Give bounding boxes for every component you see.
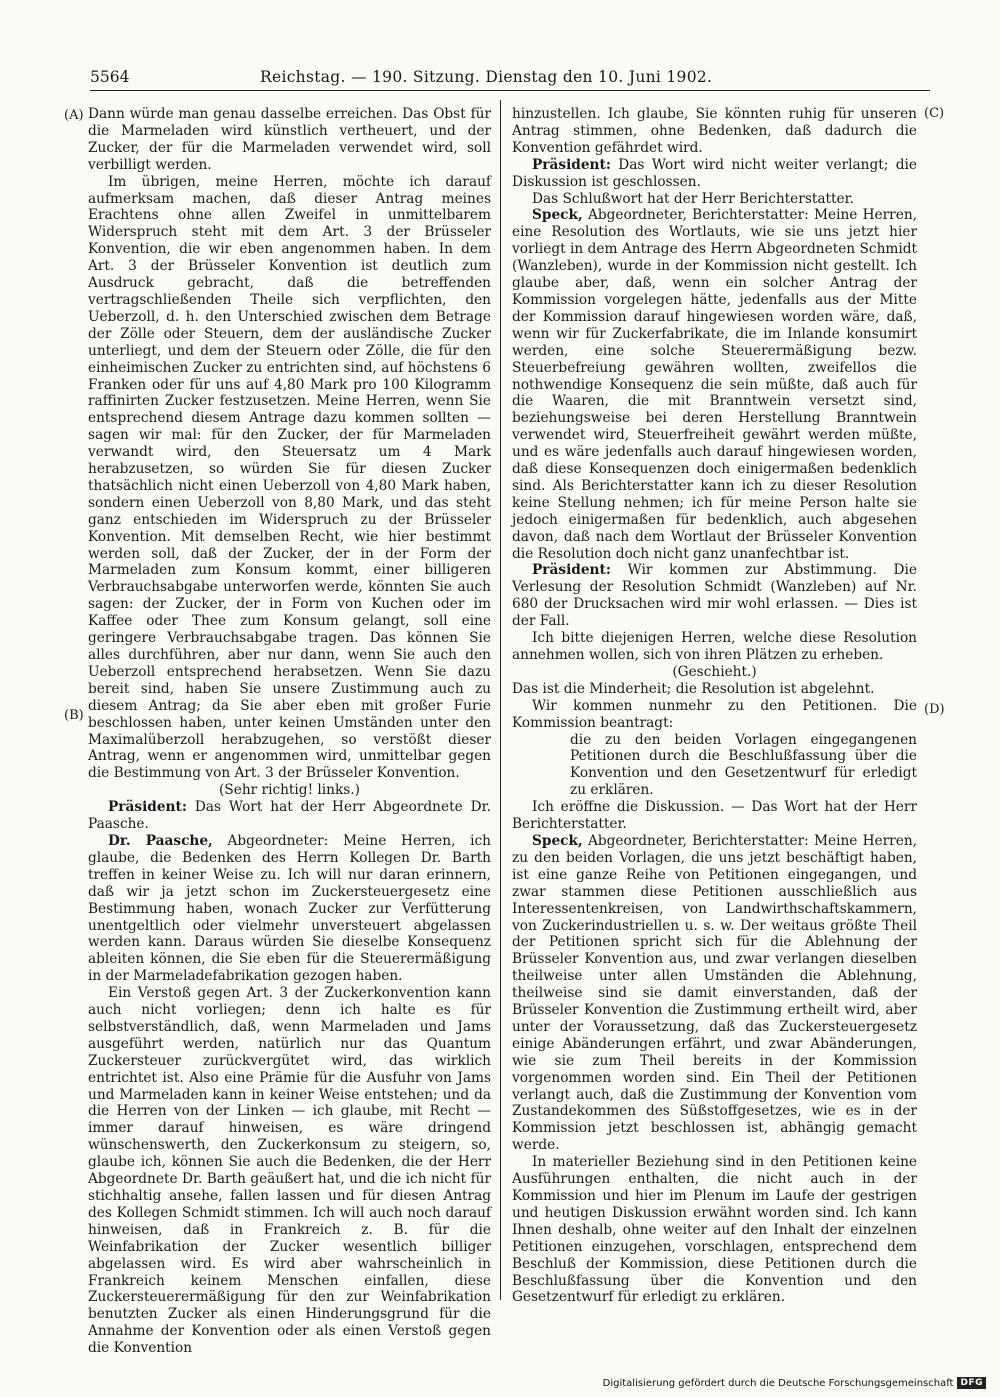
margin-marker-b: (B) <box>64 708 84 723</box>
paragraph: Ich eröffne die Diskussion. — Das Wort hat der Herr Berichterstatter. <box>512 799 917 833</box>
paragraph <box>512 207 917 562</box>
speaker-name: Dr. Paasche, <box>108 832 213 849</box>
paragraph: Wir kommen nunmehr zu den Petitionen. Die Kommission beantragt: <box>512 697 917 731</box>
page-number: 5564 <box>90 68 130 86</box>
speech-text: Das Wort hat der Herr Abgeordnete Dr. Paasche. <box>88 799 491 833</box>
running-title: Reichstag. — 190. Sitzung. Dienstag den 10. Juni 1902. <box>260 68 713 86</box>
left-column <box>88 106 491 1357</box>
paragraph: Dann würde man genau dasselbe erreichen. Das Obst für die Marmeladen wird künstlich vertheuert, und der Zucker, der für die Marmeladen verwendet wird, soll verbilligt werden. <box>88 106 491 173</box>
speaker-name: Präsident: <box>532 156 611 173</box>
paragraph: In materieller Beziehung sind in den Petitionen keine Ausführungen enthalten, die nicht auch in der Kommission und hier im Plenum im Laufe der gestrigen und heutigen Diskussion erwähnt worden sind. Ich kann Ihnen deshalb, ohne weiter auf den Inhalt der einzelnen Petitionen einzugehen, vorschlagen, entsprechend dem Beschluß der Kommission, diese Petitionen durch die Beschlußfassung über die Konvention und den Gesetzentwurf für erledigt zu erklären. <box>512 1154 917 1306</box>
speaker-name: Speck, <box>532 832 583 849</box>
speech-text: Das Wort wird nicht weiter verlangt; die Diskussion ist geschlossen. <box>512 156 917 190</box>
right-column <box>512 106 917 1306</box>
speech-text: Wir kommen zur Abstimmung. Die Verlesung der Resolution Schmidt (Wanzleben) auf Nr. 680 der Drucksachen wird mir wohl erlassen. — Dies ist der Fall. <box>512 562 917 630</box>
dfg-logo: DFG <box>957 1377 986 1389</box>
interjection: (Geschieht.) <box>672 663 757 680</box>
paragraph: Das ist die Minderheit; die Resolution ist abgelehnt. <box>512 680 875 697</box>
paragraph: Im übrigen, meine Herren, möchte ich darauf aufmerksam machen, daß dieser Antrag meines Erachtens ohne allen Zweifel in unmittelbarem Widerspruch steht mit dem Art. 3 der Brüsseler Konvention, die wir eben angenommen haben. In dem Art. 3 der Brüsseler Konvention ist deutlich zum Ausdruck gebracht, daß die betreffenden vertragschließenden Theile sich verpflichten, den Ueberzoll, d. h. den Unterschied zwischen dem Betrage der Zölle oder Steuern, dem der ausländische Zucker unterliegt, und dem der Steuern oder Zölle, die für den einheimischen Zucker zu entrichten sind, auf höchstens 6 Franken oder für uns auf 4,80 Mark pro 100 Kilogramm raffinirten Zucker festzusetzen. Meine Herren, wenn Sie entsprechend diesem Antrage dazu kommen sollten — sagen wir mal: für den Zucker, der für Marmeladen verwandt wird, den Steuersatz um 4 Mark herabzusetzen, so würden Sie für diesen Zucker thatsächlich nicht einen Ueberzoll von 4,80 Mark haben, sondern einen Ueberzoll von 8,80 Mark, und das steht ganz entschieden im Widerspruch zu der Brüsseler Konvention. Mit demselben Recht, wie hier bestimmt werden soll, daß der Zucker, der in der Form der Marmeladen zum Konsum kommt, einer billigeren Verbrauchsabgabe unterworfen werde, könnten Sie auch sagen: der Zucker, der in Form von Kuchen oder im Kaffee oder Thee zum Konsum gelangt, soll eine geringere Verbrauchsabgabe tragen. Das können Sie alles durchführen, aber nur dann, wenn Sie auch den Ueberzoll entsprechend herabsetzen. Wenn Sie dazu bereit sind, haben Sie unsere Zustimmung auch zu diesem Antrag; da Sie aber eben mit großer Furie beschlossen haben, unter keinen Umständen unter den Maximalüberzoll herabzugehen, so verstößt dieser Antrag, wenn er angenommen wird, unmittelbar gegen die Bestimmung von Art. 3 der Brüsseler Konvention. <box>88 173 491 782</box>
paragraph <box>512 157 917 191</box>
footer <box>603 1377 986 1389</box>
paragraph: Ein Verstoß gegen Art. 3 der Zuckerkonvention kann auch nicht vorliegen; denn ich halte es für selbstverständlich, daß, wenn Marmeladen und Jams ausgeführt werden, natürlich nur das Quantum Zuckersteuer zurückvergütet wird, das wirklich entrichtet ist. Also eine Prämie für die Ausfuhr von Jams und Marmeladen kann in keiner Weise entstehen; und da die Herren von der Linken — ich glaube, mit Recht — immer darauf hinweisen, es wäre dringend wünschenswerth, den Zuckerkonsum zu steigern, so, glaube ich, können Sie auch die Bedenken, die der Herr Abgeordnete Dr. Barth geäußert hat, und die ich nicht für stichhaltig ansehe, fallen lassen und für diesen Antrag des Kollegen Schmidt stimmen. Ich will auch noch darauf hinweisen, daß in Frankreich z. B. für die Weinfabrikation der Zucker wesentlich billiger abgelassen wird. Es wird aber wahrscheinlich in Frankreich keinem Menschen einfallen, diese Zuckersteuerermäßigung für den zur Weinfabrikation benutzten Zucker als einen Hinderungsgrund für die Annahme der Konvention oder als einen Verstoß gegen die Konvention <box>88 985 491 1357</box>
interjection: (Sehr richtig! links.) <box>219 782 360 799</box>
funding-note: Digitalisierung gefördert durch die Deutsche Forschungsgemeinschaft <box>602 1377 954 1389</box>
page-header <box>90 66 930 91</box>
paragraph <box>512 562 917 630</box>
margin-marker-d: (D) <box>924 702 945 717</box>
margin-marker-a: (A) <box>64 108 84 123</box>
paragraph <box>88 799 491 833</box>
speaker-name: Präsident: <box>532 562 611 579</box>
speaker-name: Präsident: <box>108 799 187 816</box>
paragraph <box>88 833 491 985</box>
column-divider <box>500 100 501 1300</box>
margin-marker-c: (C) <box>924 106 945 121</box>
paragraph <box>512 833 917 1154</box>
paragraph: Ich bitte diejenigen Herren, welche diese Resolution annehmen wollen, sich von ihren Plätzen zu erheben. <box>512 630 917 663</box>
speech-text: Abgeordneter: Meine Herren, ich glaube, die Bedenken des Herrn Kollegen Dr. Barth treffen in keiner Weise zu. Ich will nur daran erinnern, daß wir ja jetzt schon im Zuckersteuergesetz eine Bestimmung haben, wonach Zucker zur Verfütterung unentgeltlich oder vielmehr unversteuert abgelassen werden kann. Daraus würden Sie dieselbe Konsequenz ableiten können, die Sie eben für die Steuerermäßigung in der Marmeladefabrikation gezogen haben. <box>88 832 491 985</box>
speech-text: Abgeordneter, Berichterstatter: Meine Herren, eine Resolution des Wortlauts, wie sie uns jetzt hier vorliegt in dem Antrage des Herrn Abgeordneten Schmidt (Wanzleben), wurde in der Kommission nicht gestellt. Ich glaube aber, daß, wenn ein solcher Antrag der Kommission vorgelegen hätte, jedenfalls aus der Mitte der Kommission darauf hingewiesen worden wäre, daß, wenn wir für Zuckerfabrikate, die im Inlande konsumirt werden, eine solche Steuerermäßigung bezw. Steuerbefreiung gewähren wollten, zweifellos die nothwendige Konsequenz die sein müßte, daß auch für die Waaren, die mit Branntwein versetzt sind, beziehungsweise bei deren Herstellung Branntwein verwendet wird, Steuerfreiheit gewährt werden müßte, und es wäre jedenfalls auch darauf hingewiesen worden, daß diese Konsequenzen doch einigermaßen bedenklich sind. Als Berichterstatter kann ich zu dieser Resolution keine Stellung nehmen; ich für meine Person halte sie jedoch einigermaßen für bedenklich, auch abgesehen davon, daß nach dem Wortlaut der Brüsseler Konvention die Resolution doch nicht ganz unanfechtbar ist. <box>512 207 917 562</box>
speech-text: Abgeordneter, Berichterstatter: Meine Herren, zu den beiden Vorlagen, die uns jetzt beschäftigt haben, ist eine ganze Reihe von Petitionen eingegangen, und zwar stammen diese Petitionen ausschließlich aus Interessentenkreisen, von Landwirthschaftskammern, von Zuckerindustriellen u. s. w. Der weitaus größte Theil der Petitionen spricht sich für die Ablehnung der Brüsseler Konvention aus, und zwar verlangen dieselben theilweise unter allen Umständen die Ablehnung, theilweise sind sie damit einverstanden, daß der Brüsseler Konvention die Zustimmung ertheilt wird, aber unter der Voraussetzung, daß das Zuckersteuergesetz einige Abänderungen erfährt, und zwar Abänderungen, wie sie zum Theil bereits in der Kommission vorgenommen worden sind. Ein Theil der Petitionen verlangt auch, daß die Zustimmung der Konvention vom Zustandekommen des Süßstoffgesetzes, wie es in der Kommission jetzt beschlossen ist, abhängig gemacht werde. <box>512 832 917 1154</box>
paragraph: Das Schlußwort hat der Herr Berichterstatter. <box>532 190 854 207</box>
speaker-name: Speck, <box>532 207 583 224</box>
motion-quote: die zu den beiden Vorlagen eingegangenen Petitionen durch die Beschlußfassung über die Konvention und den Gesetzentwurf für erledigt zu erklären. <box>570 731 917 799</box>
paragraph: hinzustellen. Ich glaube, Sie könnten ruhig für unseren Antrag stimmen, ohne Bedenken, daß dadurch die Konvention gefährdet wird. <box>512 106 917 156</box>
